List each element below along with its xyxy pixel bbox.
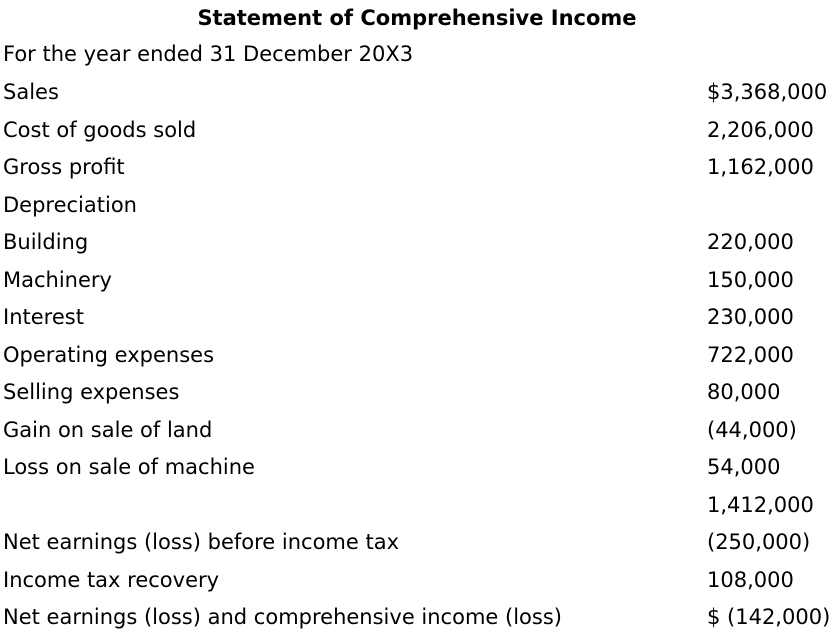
row-income-tax-recovery [0, 564, 834, 602]
row-label: Net earnings (loss) and comprehensive income (loss) [3, 605, 562, 629]
statement-table [0, 76, 834, 639]
row-label: Cost of goods sold [3, 117, 197, 142]
row-value: $ (142,000) [707, 605, 831, 629]
row-operating-expenses [0, 339, 834, 377]
row-gain-on-sale-of-land [0, 414, 834, 452]
row-gross-profit [0, 151, 834, 189]
row-selling-expenses [0, 376, 834, 414]
row-label: Sales [3, 80, 59, 104]
row-value: 80,000 [707, 380, 781, 404]
row-cost-of-goods-sold [0, 114, 834, 152]
row-sales [0, 76, 834, 114]
row-depreciation [0, 189, 834, 227]
row-label: Gain on sale of land [3, 417, 213, 442]
row-value: 1,412,000 [707, 492, 814, 517]
row-value: 108,000 [707, 567, 794, 592]
statement-title: Statement of Comprehensive Income [197, 6, 637, 30]
row-building [0, 226, 834, 264]
row-label: Interest [3, 305, 84, 329]
row-machinery [0, 264, 834, 302]
statement-period: For the year ended 31 December 20X3 [3, 42, 414, 66]
row-value: 220,000 [707, 230, 794, 254]
row-label: Net earnings (loss) before income tax [3, 530, 399, 554]
row-value: 54,000 [707, 455, 781, 479]
row-value: (250,000) [707, 530, 811, 554]
row-value: 722,000 [707, 342, 794, 367]
row-value: 150,000 [707, 267, 794, 292]
row-label: Selling expenses [3, 380, 180, 404]
row-net-earnings-before-tax [0, 526, 834, 564]
row-value: 2,206,000 [707, 117, 814, 142]
row-label: Depreciation [3, 192, 137, 217]
row-label: Income tax recovery [3, 567, 220, 592]
row-total-expenses [0, 489, 834, 527]
row-label: Loss on sale of machine [3, 455, 255, 479]
row-value: 230,000 [707, 305, 794, 329]
row-label: Gross profit [3, 155, 125, 179]
row-value: $3,368,000 [707, 80, 828, 104]
row-label: Machinery [3, 267, 112, 292]
row-value: 1,162,000 [707, 155, 814, 179]
row-net-earnings-comprehensive-income [0, 601, 834, 639]
row-value: (44,000) [707, 417, 797, 442]
row-loss-on-sale-of-machine [0, 451, 834, 489]
row-label: Operating expenses [3, 342, 215, 367]
row-label: Building [3, 230, 89, 254]
row-interest [0, 301, 834, 339]
